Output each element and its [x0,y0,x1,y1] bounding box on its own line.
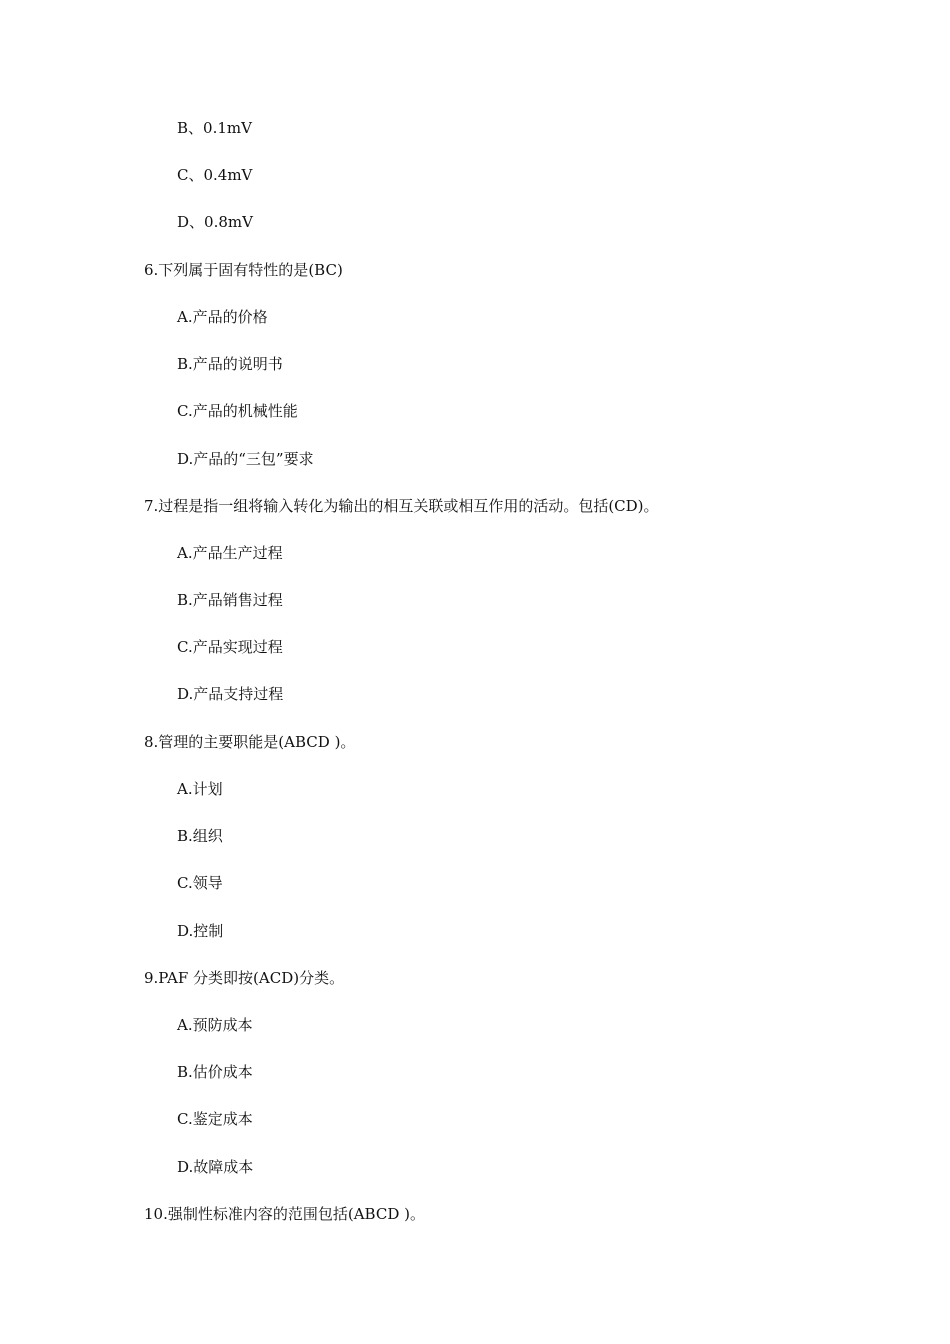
option-line: C.产品实现过程 [177,638,283,656]
question-stem: 6.下列属于固有特性的是(BC) [144,261,343,279]
question-stem: 7.过程是指一组将输入转化为输出的相互关联或相互作用的活动。包括(CD)。 [144,497,659,515]
option-line: B.估价成本 [177,1063,253,1081]
option-line: B.产品销售过程 [177,591,283,609]
option-line: B、0.1mV [177,119,252,137]
question-stem: 8.管理的主要职能是(ABCD )。 [144,733,356,751]
option-line: C、0.4mV [177,166,253,184]
option-line: B.组织 [177,827,223,845]
option-line: B.产品的说明书 [177,355,283,373]
option-line: C.领导 [177,874,223,892]
question-stem: 10.强制性标准内容的范围包括(ABCD )。 [144,1205,425,1223]
option-line: A.产品生产过程 [177,544,283,562]
option-line: D.产品的“三包”要求 [177,450,314,468]
option-line: D.故障成本 [177,1158,254,1176]
option-line: D、0.8mV [177,213,253,231]
option-line: A.计划 [177,780,223,798]
option-line: D.产品支持过程 [177,685,284,703]
option-line: A.产品的价格 [177,308,268,326]
option-line: D.控制 [177,922,224,940]
question-stem: 9.PAF 分类即按(ACD)分类。 [144,969,345,987]
option-line: C.鉴定成本 [177,1110,253,1128]
option-line: A.预防成本 [177,1016,253,1034]
option-line: C.产品的机械性能 [177,402,298,420]
